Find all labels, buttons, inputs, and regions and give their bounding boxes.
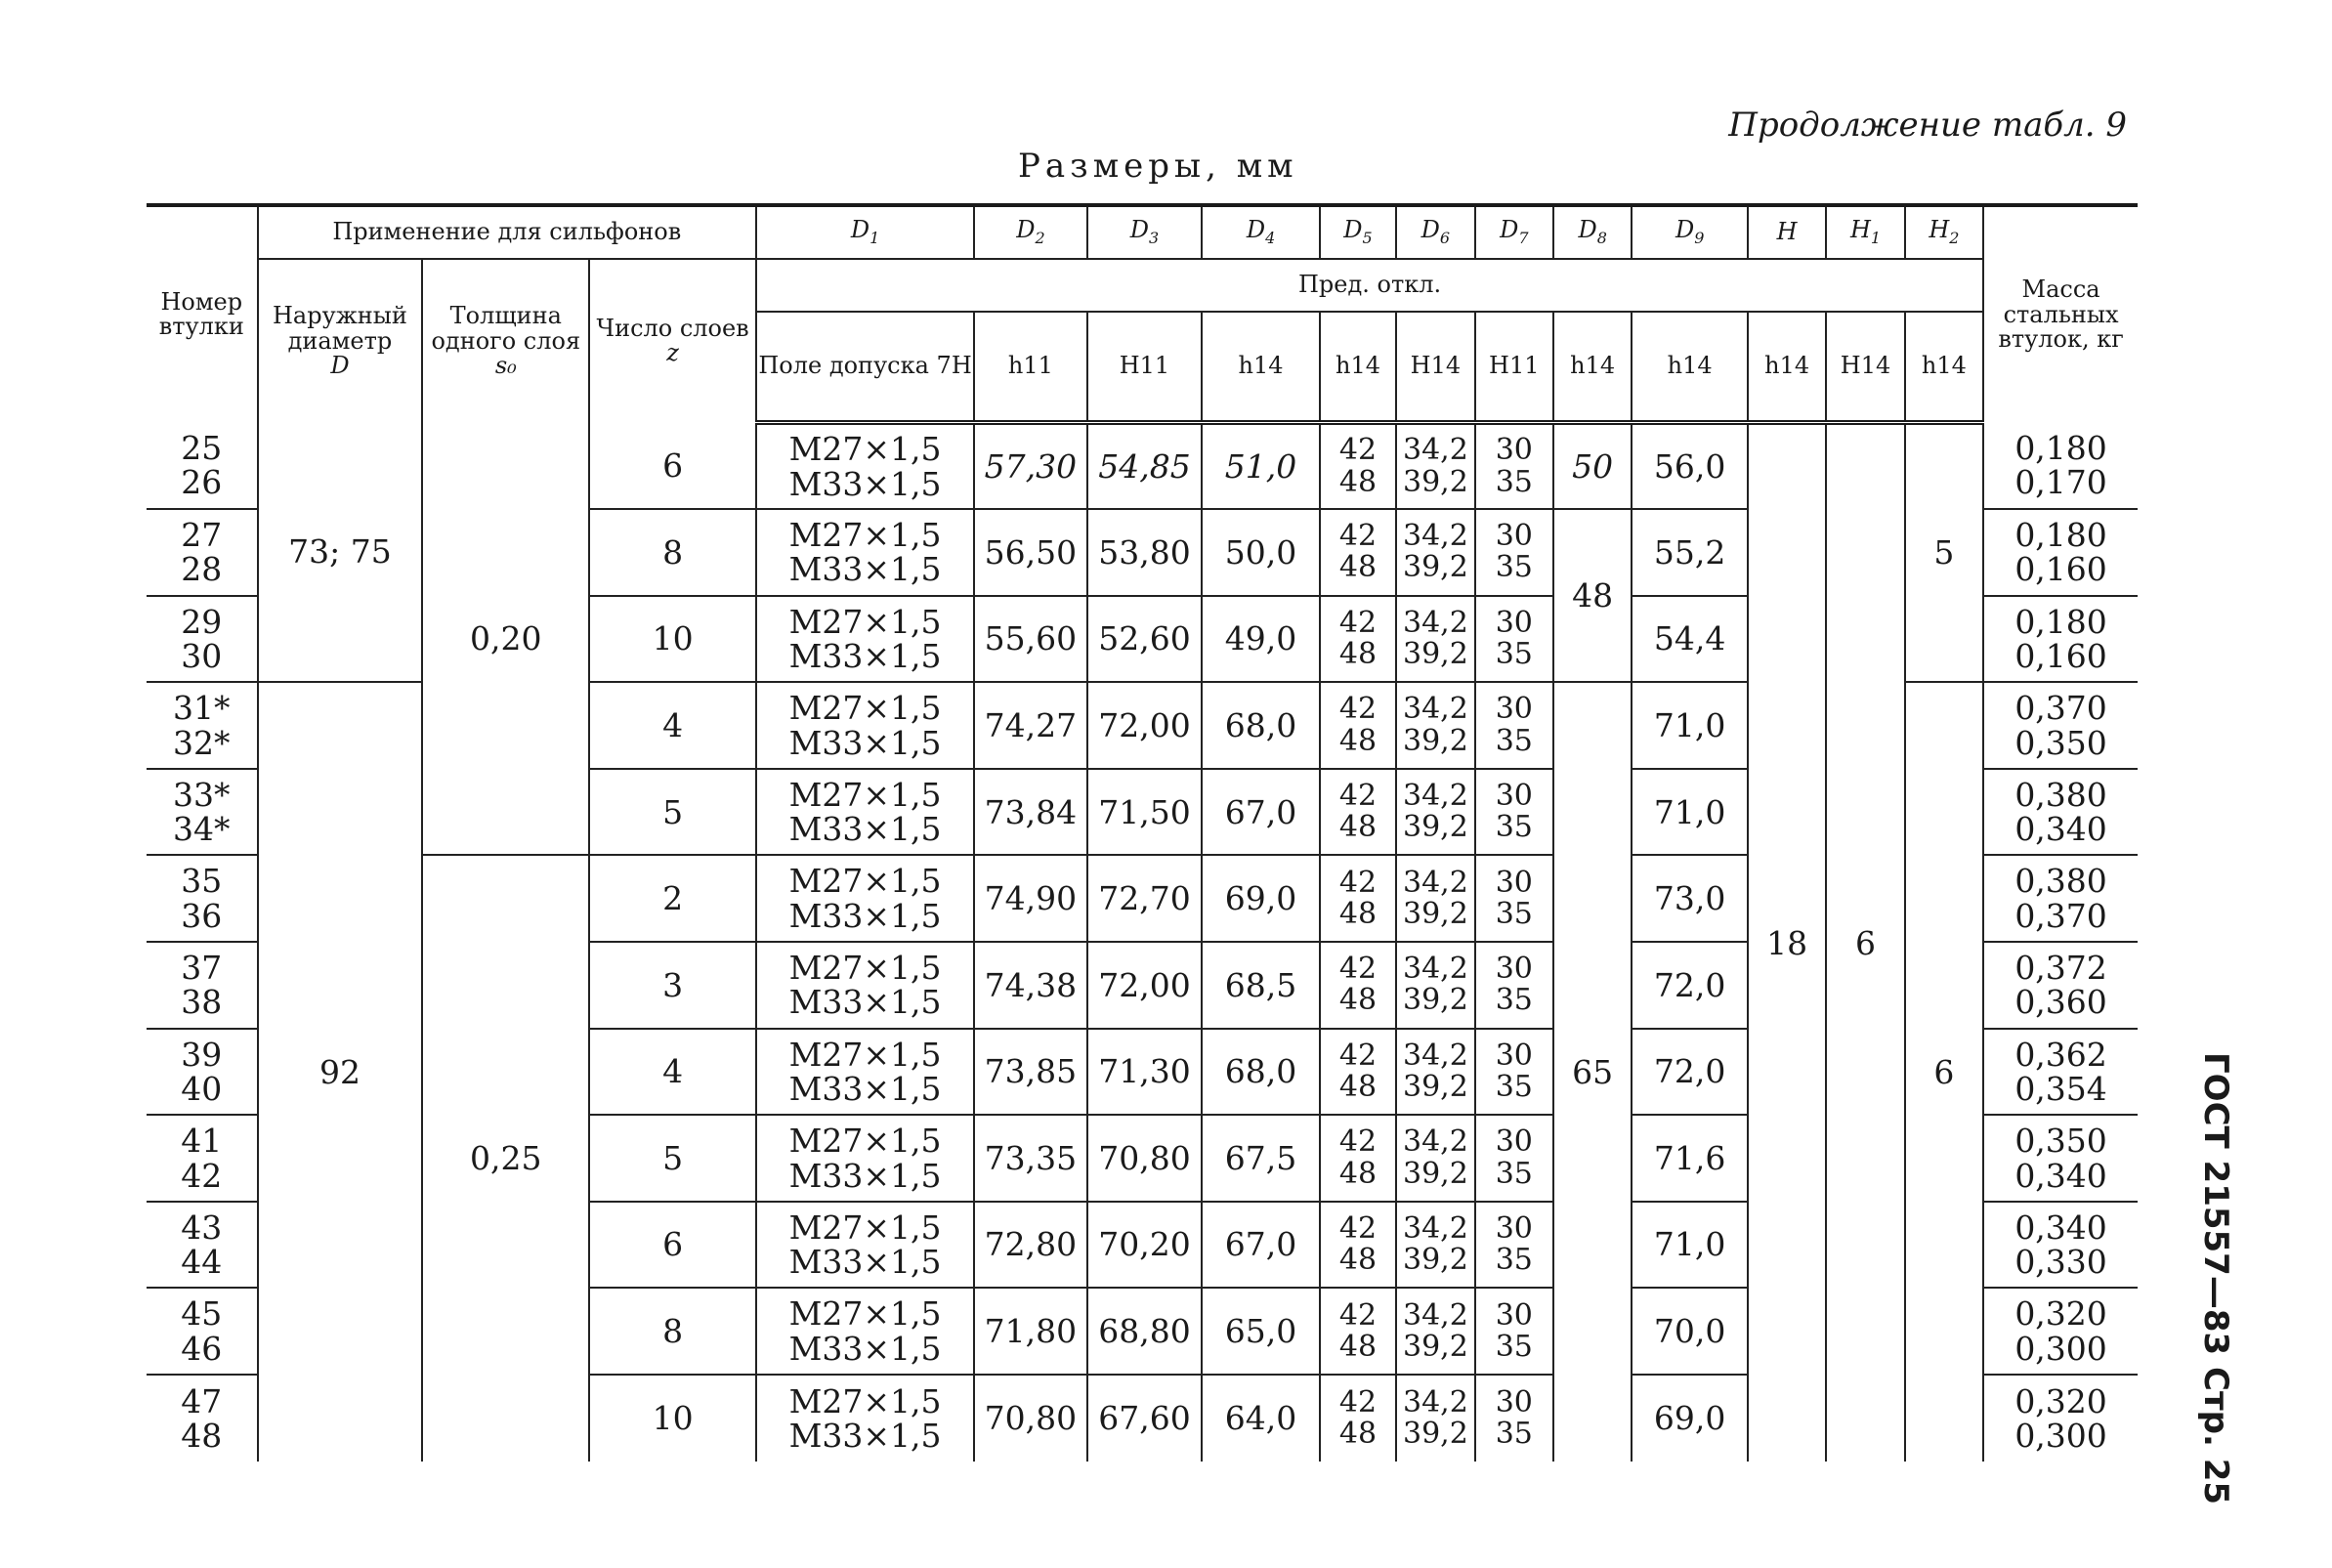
layers-cell: 8	[589, 1288, 756, 1375]
D4-cell: 68,0	[1202, 682, 1320, 769]
D9-cell: 71,0	[1632, 1202, 1748, 1289]
D9-cell: 69,0	[1632, 1375, 1748, 1462]
D2-cell: 70,80	[974, 1375, 1087, 1462]
D2-cell: 74,27	[974, 682, 1087, 769]
D5-cell: 42 48	[1320, 596, 1396, 683]
layers-cell: 8	[589, 509, 756, 596]
D4-cell: 67,0	[1202, 769, 1320, 856]
D9-cell: 72,0	[1632, 942, 1748, 1029]
col-header-bushing-number: Номер втулки	[147, 205, 258, 423]
thread-cell: M27×1,5 M33×1,5	[756, 1115, 974, 1202]
D9-cell: 55,2	[1632, 509, 1748, 596]
col-header-H: H	[1748, 205, 1826, 259]
col-header-layer-count: Число слоев z	[589, 259, 756, 423]
bushing-dimensions-table	[147, 203, 2138, 1462]
D9-cell: 73,0	[1632, 855, 1748, 942]
H2-cell: 5	[1905, 423, 1983, 683]
D2-cell: 56,50	[974, 509, 1087, 596]
mass-cell: 0,370 0,350	[1983, 682, 2138, 769]
col-header-mass: Масса стальных втулок, кг	[1983, 205, 2138, 423]
col-header-D7: $D_7$	[1475, 205, 1553, 259]
D6-cell: 34,2 39,2	[1396, 423, 1474, 510]
D7-cell: 30 35	[1475, 1288, 1553, 1375]
layers-cell: 10	[589, 596, 756, 683]
D9-cell: 71,0	[1632, 769, 1748, 856]
tol-D3: H11	[1087, 312, 1203, 423]
D9-cell: 54,4	[1632, 596, 1748, 683]
thread-cell: M27×1,5 M33×1,5	[756, 596, 974, 683]
D9-cell: 70,0	[1632, 1288, 1748, 1375]
D8-cell: 50	[1553, 423, 1632, 510]
col-header-layer-thickness: Толщина одного слоя s₀	[422, 259, 589, 423]
bushing-numbers: 25 26	[147, 423, 258, 510]
D9-cell: 71,0	[1632, 682, 1748, 769]
outer-diameter-cell: 92	[258, 682, 423, 1461]
units-caption: Размеры, мм	[1018, 147, 1298, 186]
D5-cell: 42 48	[1320, 1115, 1396, 1202]
mass-cell: 0,180 0,160	[1983, 596, 2138, 683]
D3-cell: 71,30	[1087, 1029, 1203, 1116]
col-header-tolerance: Пред. откл.	[756, 259, 1983, 312]
D6-cell: 34,2 39,2	[1396, 596, 1474, 683]
D2-cell: 73,35	[974, 1115, 1087, 1202]
bushing-numbers: 33* 34*	[147, 769, 258, 856]
mass-cell: 0,320 0,300	[2014, 1381, 2107, 1455]
D4-cell: 50,0	[1202, 509, 1320, 596]
D6-cell: 34,2 39,2	[1396, 1375, 1474, 1462]
H1-cell: 6	[1826, 423, 1904, 1462]
tol-D8: h14	[1553, 312, 1632, 423]
thread-cell: M27×1,5 M33×1,5	[756, 1288, 974, 1375]
D7-cell: 30 35	[1475, 596, 1553, 683]
tol-D5: h14	[1320, 312, 1396, 423]
tol-H2: h14	[1905, 312, 1983, 423]
thread-cell: M27×1,5 M33×1,5	[756, 942, 974, 1029]
D4-cell: 67,0	[1202, 1202, 1320, 1289]
D7-cell: 30 35	[1475, 682, 1553, 769]
D5-cell: 42 48	[1320, 1288, 1396, 1375]
thread-cell: M27×1,5 M33×1,5	[756, 423, 974, 510]
D3-cell: 70,80	[1087, 1115, 1203, 1202]
D8-cell: 48	[1553, 509, 1632, 682]
bushing-numbers: 37 38	[147, 942, 258, 1029]
table-row	[147, 423, 2138, 510]
mass-cell: 0,372 0,360	[1983, 942, 2138, 1029]
thread-cell: M27×1,5 M33×1,5	[756, 769, 974, 856]
H2-cell: 6	[1905, 682, 1983, 1461]
side-running-head	[2191, 1052, 2240, 1505]
D2-cell: 55,60	[974, 596, 1087, 683]
bushing-numbers: 27 28	[147, 509, 258, 596]
D3-cell: 54,85	[1087, 423, 1203, 510]
D4-cell: 51,0	[1202, 423, 1320, 510]
col-header-D9: $D_9$	[1632, 205, 1748, 259]
tol-D9: h14	[1632, 312, 1748, 423]
table-header	[147, 205, 2138, 423]
tol-D7: H11	[1475, 312, 1553, 423]
D2-cell: 71,80	[974, 1288, 1087, 1375]
D3-cell: 72,00	[1087, 942, 1203, 1029]
layers-cell: 2	[589, 855, 756, 942]
thickness-cell: 0,25	[422, 855, 589, 1461]
col-header-D5: $D_5$	[1320, 205, 1396, 259]
D5-cell: 42 48	[1320, 1029, 1396, 1116]
col-header-H2: $H_2$	[1905, 205, 1983, 259]
D4-cell: 64,0	[1202, 1375, 1320, 1462]
table-continuation-label: Продолжение табл. 9	[1728, 106, 2127, 145]
D5-cell: 42 48	[1320, 855, 1396, 942]
col-header-tolerance-field: Поле допуска 7H	[756, 312, 974, 423]
col-header-application: Применение для сильфонов	[258, 205, 756, 259]
mass-cell: 0,180 0,160	[1983, 509, 2138, 596]
D8-cell: 65	[1553, 682, 1632, 1461]
D3-cell: 71,50	[1087, 769, 1203, 856]
D5-cell: 42 48	[1320, 1202, 1396, 1289]
D2-cell: 74,90	[974, 855, 1087, 942]
D7-cell: 30 35	[1475, 1029, 1553, 1116]
layers-cell: 4	[589, 682, 756, 769]
H-cell: 18	[1748, 423, 1826, 1462]
thickness-cell: 0,20	[422, 423, 589, 856]
D5-cell: 42 48	[1320, 769, 1396, 856]
D7-cell: 30 35	[1475, 769, 1553, 856]
bushing-numbers: 29 30	[147, 596, 258, 683]
bushing-numbers: 43 44	[147, 1202, 258, 1289]
layers-cell: 5	[589, 769, 756, 856]
table-body	[147, 423, 2138, 1462]
thread-cell: M27×1,5 M33×1,5	[756, 682, 974, 769]
D3-cell: 52,60	[1087, 596, 1203, 683]
D6-cell: 34,2 39,2	[1396, 682, 1474, 769]
layers-cell: 3	[589, 942, 756, 1029]
mass-cell: 0,362 0,354	[1983, 1029, 2138, 1116]
col-header-H1: $H_1$	[1826, 205, 1904, 259]
D7-cell: 30 35	[1475, 942, 1553, 1029]
D5-cell: 42 48	[1320, 942, 1396, 1029]
bushing-numbers: 47 48	[147, 1375, 258, 1462]
D6-cell: 34,2 39,2	[1396, 1288, 1474, 1375]
D3-cell: 53,80	[1087, 509, 1203, 596]
D4-cell: 65,0	[1202, 1288, 1320, 1375]
D7-cell: 30 35	[1475, 509, 1553, 596]
D6-cell: 34,2 39,2	[1396, 1115, 1474, 1202]
mass-cell: 0,320 0,300	[1983, 1288, 2138, 1375]
tol-H1: H14	[1826, 312, 1904, 423]
tol-D6: H14	[1396, 312, 1474, 423]
bushing-numbers: 45 46	[147, 1288, 258, 1375]
bushing-numbers: 39 40	[147, 1029, 258, 1116]
tol-D2: h11	[974, 312, 1087, 423]
layers-cell: 6	[589, 1202, 756, 1289]
D4-cell: 69,0	[1202, 855, 1320, 942]
D6-cell: 34,2 39,2	[1396, 855, 1474, 942]
D2-cell: 72,80	[974, 1202, 1087, 1289]
standard-page-label: ГОСТ 21557—83 Стр. 25	[2196, 1052, 2235, 1505]
D2-cell: 73,85	[974, 1029, 1087, 1116]
D2-cell: 74,38	[974, 942, 1087, 1029]
D3-cell: 70,20	[1087, 1202, 1203, 1289]
D5-cell: 42 48	[1320, 1375, 1396, 1462]
bushing-numbers: 31* 32*	[147, 682, 258, 769]
layers-cell: 5	[589, 1115, 756, 1202]
D3-cell: 72,00	[1087, 682, 1203, 769]
bushing-numbers: 35 36	[147, 855, 258, 942]
D7-cell: 30 35	[1475, 423, 1553, 510]
thread-cell: M27×1,5 M33×1,5	[756, 1375, 974, 1462]
thread-cell: M27×1,5 M33×1,5	[756, 1202, 974, 1289]
D9-cell: 56,0	[1632, 423, 1748, 510]
layers-cell: 4	[589, 1029, 756, 1116]
D6-cell: 34,2 39,2	[1396, 769, 1474, 856]
D4-cell: 49,0	[1202, 596, 1320, 683]
D5-cell: 42 48	[1320, 509, 1396, 596]
D4-cell: 67,5	[1202, 1115, 1320, 1202]
D9-cell: 72,0	[1632, 1029, 1748, 1116]
D6-cell: 34,2 39,2	[1396, 1029, 1474, 1116]
layers-cell: 10	[589, 1375, 756, 1462]
D2-cell: 57,30	[974, 423, 1087, 510]
D5-cell: 42 48	[1320, 682, 1396, 769]
col-header-D2: $D_2$	[974, 205, 1087, 259]
D6-cell: 34,2 39,2	[1396, 1202, 1474, 1289]
D7-cell: 30 35	[1475, 1202, 1553, 1289]
thread-cell: M27×1,5 M33×1,5	[756, 855, 974, 942]
bushing-numbers: 41 42	[147, 1115, 258, 1202]
thread-cell: M27×1,5 M33×1,5	[756, 509, 974, 596]
outer-diameter-cell: 73; 75	[258, 423, 423, 683]
D7-cell: 30 35	[1475, 1115, 1553, 1202]
col-header-outer-diameter: Наружный диаметр D	[258, 259, 423, 423]
mass-cell: 0,380 0,340	[1983, 769, 2138, 856]
D7-cell: 30 35	[1475, 1375, 1553, 1462]
D5-cell: 42 48	[1320, 423, 1396, 510]
D6-cell: 34,2 39,2	[1396, 942, 1474, 1029]
D4-cell: 68,0	[1202, 1029, 1320, 1116]
mass-cell: 0,350 0,340	[1983, 1115, 2138, 1202]
tol-D4: h14	[1202, 312, 1320, 423]
mass-cell: 0,380 0,370	[1983, 855, 2138, 942]
D3-cell: 72,70	[1087, 855, 1203, 942]
col-header-D8: $D_8$	[1553, 205, 1632, 259]
D3-cell: 68,80	[1087, 1288, 1203, 1375]
tol-H: h14	[1748, 312, 1826, 423]
layers-cell: 6	[589, 423, 756, 510]
col-header-D4: $D_4$	[1202, 205, 1320, 259]
col-header-D1: $D_1$	[756, 205, 974, 259]
thread-cell: M27×1,5 M33×1,5	[756, 1029, 974, 1116]
D7-cell: 30 35	[1475, 855, 1553, 942]
col-header-D6: $D_6$	[1396, 205, 1474, 259]
D2-cell: 73,84	[974, 769, 1087, 856]
D9-cell: 71,6	[1632, 1115, 1748, 1202]
mass-cell: 0,180 0,170	[1983, 423, 2138, 510]
D3-cell: 67,60	[1087, 1375, 1203, 1462]
mass-cell: 0,340 0,330	[1983, 1202, 2138, 1289]
D6-cell: 34,2 39,2	[1396, 509, 1474, 596]
col-header-D3: $D_3$	[1087, 205, 1203, 259]
D4-cell: 68,5	[1202, 942, 1320, 1029]
